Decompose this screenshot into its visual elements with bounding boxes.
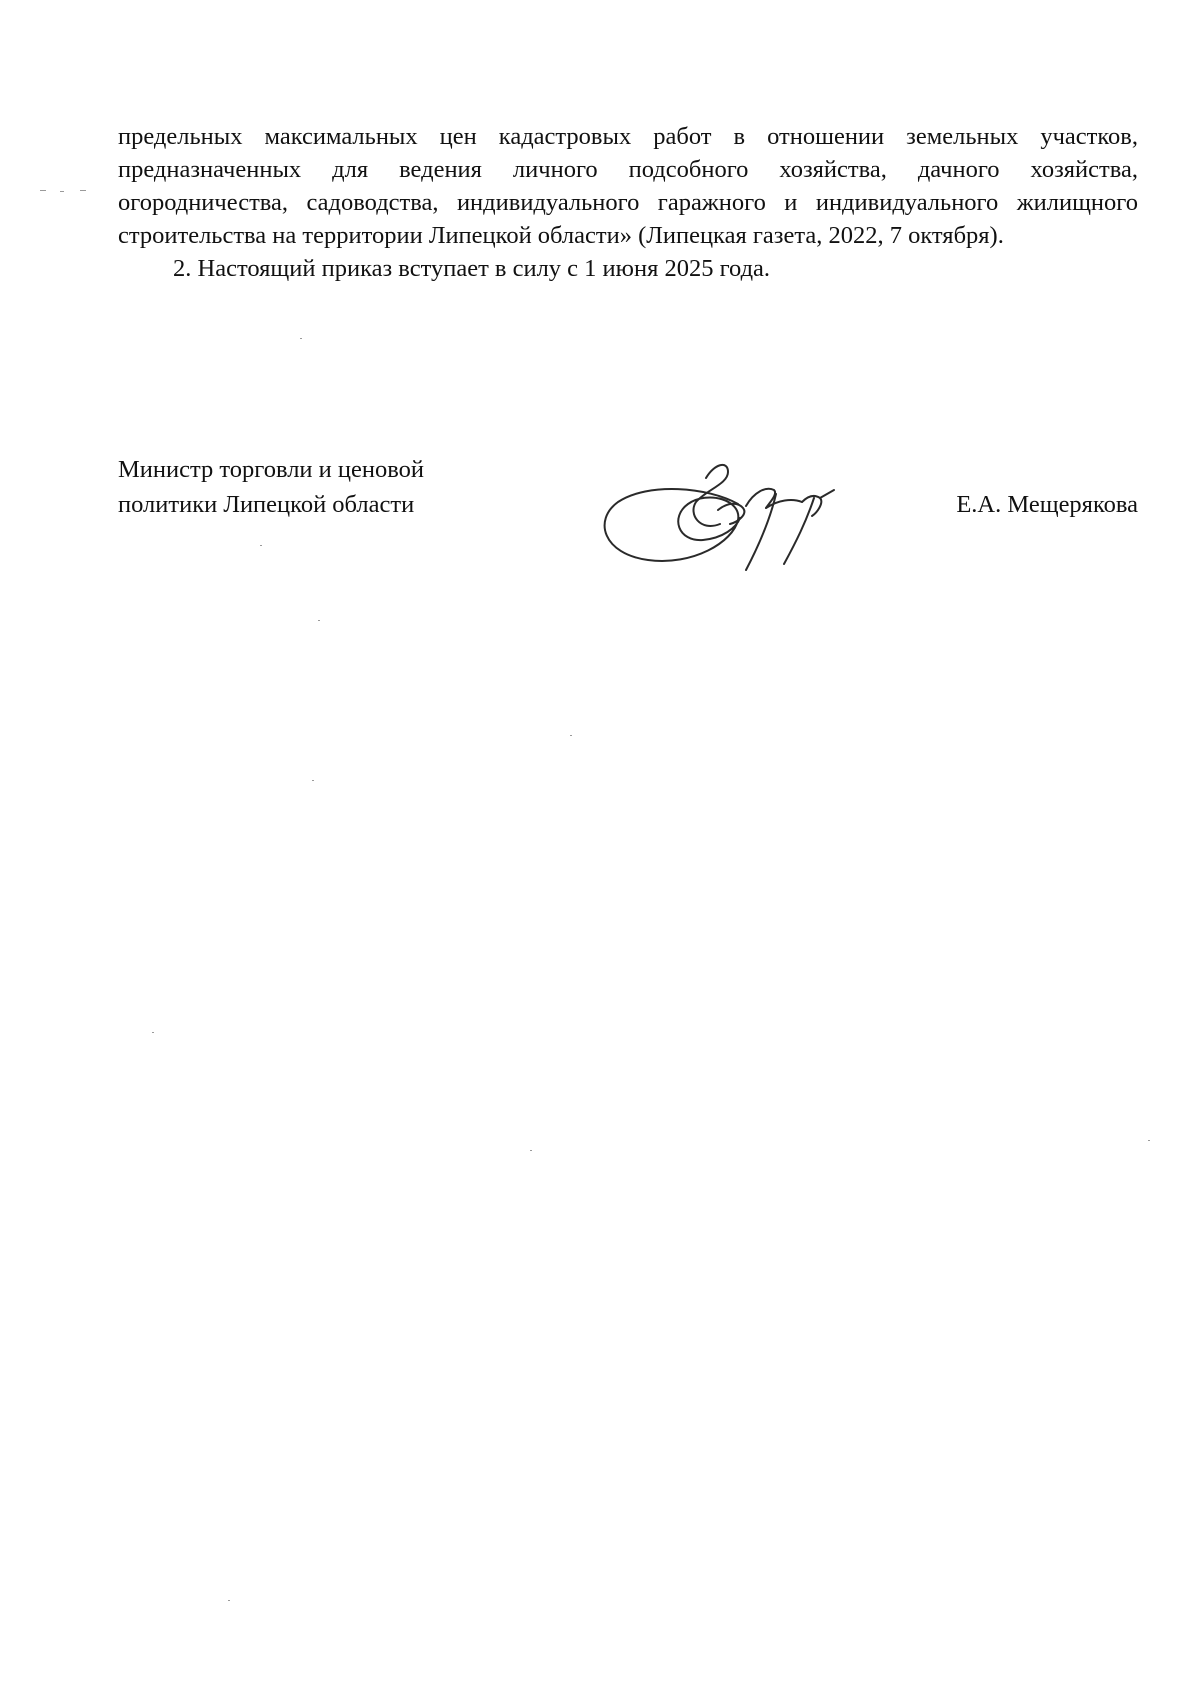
handwritten-signature [588,442,848,582]
scan-speck [152,1032,154,1033]
scan-speck [530,1150,532,1151]
signature-block [118,452,1138,592]
paragraph-item-2: 2. Настоящий приказ вступает в силу с 1 июня 2025 года. [173,255,771,282]
signer-name: Е.А. Мещерякова [956,491,1138,518]
scan-speck [40,190,46,191]
scan-speck [80,190,86,191]
signer-position-line-2: политики Липецкой области [118,491,415,518]
scan-speck [60,191,64,192]
signer-position [118,452,518,522]
scan-speck [318,620,320,621]
scan-speck [300,338,302,339]
scan-speck [312,780,314,781]
document-body [118,120,1138,285]
scan-speck [570,735,572,736]
paragraph-continuation: предельных максимальных цен кадастровых работ в отношении земельных участков, предназначенных для ведения личного подсобного хозяйства, дачного хозяйства, огородничества, садоводства, индивидуального гаражного и индивидуального жилищного строительства на территории Липецкой области» (Липецкая газета, 2022, 7 октября). [118,123,1138,249]
scan-speck [1148,1140,1150,1141]
scan-speck [260,545,262,546]
scan-speck [228,1600,230,1601]
signer-position-line-1: Министр торговли и ценовой [118,456,424,483]
